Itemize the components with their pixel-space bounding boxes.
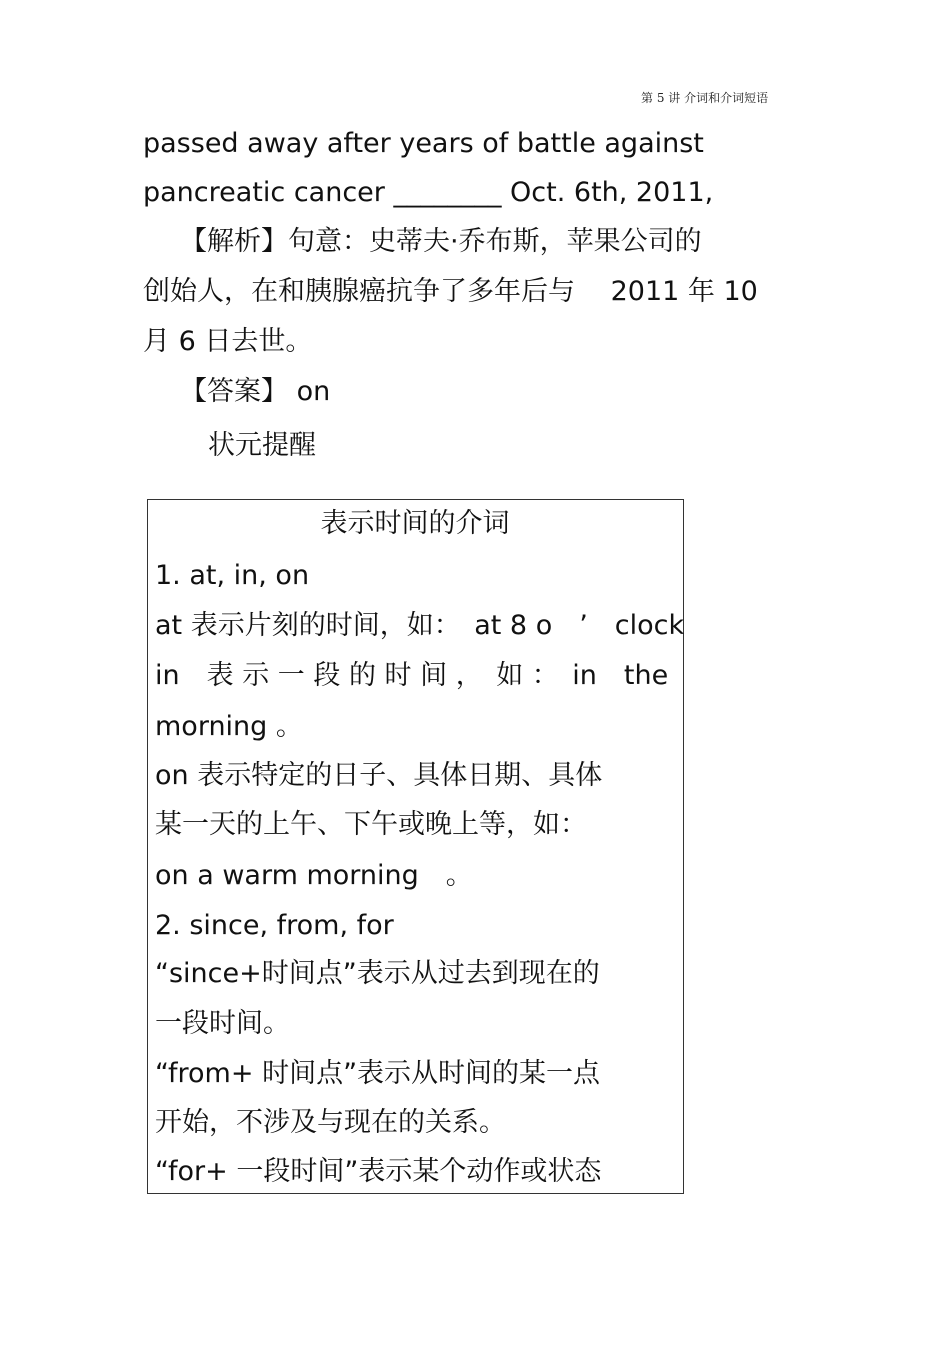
tip-heading: 状元提醒 bbox=[208, 430, 316, 461]
answer-line: 【答案】 on bbox=[180, 376, 331, 407]
box-line: morning 。 bbox=[155, 711, 303, 742]
box-line: “for+ 一段时间”表示某个动作或状态 bbox=[155, 1156, 602, 1187]
box-line: “from+ 时间点”表示从时间的某一点 bbox=[155, 1058, 601, 1089]
page-header: 第 5 讲 介词和介词短语 bbox=[641, 91, 769, 105]
box-line: 开始，不涉及与现在的关系。 bbox=[155, 1107, 506, 1138]
body-line-1: passed away after years of battle against bbox=[143, 128, 704, 159]
analysis-line-1: 【解析】句意：史蒂夫·乔布斯，苹果公司的 bbox=[180, 226, 702, 257]
tip-box bbox=[147, 499, 684, 1194]
analysis-line-2: 创始人，在和胰腺癌抗争了多年后与 2011 年 10 bbox=[143, 276, 758, 307]
box-line: on a warm morning 。 bbox=[155, 860, 473, 891]
box-line: 某一天的上午、下午或晚上等，如： bbox=[155, 809, 587, 840]
box-title: 表示时间的介词 bbox=[320, 508, 510, 539]
box-line: 一段时间。 bbox=[155, 1008, 290, 1039]
box-line: 2. since, from, for bbox=[155, 910, 394, 941]
box-line: 1. at, in, on bbox=[155, 560, 310, 591]
box-line: at 表示片刻的时间，如： at 8 o ’ clock bbox=[155, 610, 685, 641]
analysis-line-3: 月 6 日去世。 bbox=[143, 326, 313, 357]
box-line: on 表示特定的日子、具体日期、具体 bbox=[155, 760, 603, 791]
box-line: in 表 示 一 段 的 时 间 ， 如 ： in the bbox=[155, 660, 669, 691]
box-line: “since+时间点”表示从过去到现在的 bbox=[155, 958, 600, 989]
body-line-2: pancreatic cancer ________ Oct. 6th, 2011, bbox=[143, 177, 714, 208]
